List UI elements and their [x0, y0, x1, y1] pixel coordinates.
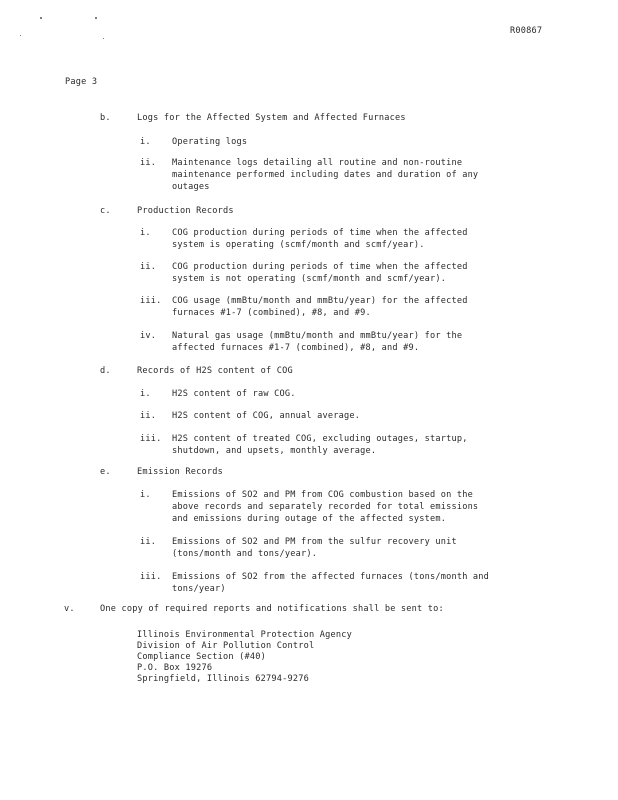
item-d-i-label: i.: [140, 389, 151, 399]
page-number: Page 3: [65, 77, 98, 87]
item-d-i-text: H2S content of raw COG.: [172, 389, 296, 399]
item-e-iii-label: iii.: [140, 572, 162, 582]
item-b-ii-line: Maintenance logs detailing all routine and non-routine: [172, 158, 463, 168]
section-e-title: Emission Records: [137, 467, 223, 477]
scan-speck: [103, 38, 104, 39]
section-c-label: c.: [100, 206, 111, 216]
section-b-label: b.: [100, 113, 111, 123]
item-c-iii-line: furnaces #1-7 (combined), #8, and #9.: [172, 308, 371, 318]
item-d-ii-text: H2S content of COG, annual average.: [172, 411, 361, 421]
section-e-label: e.: [100, 467, 111, 477]
section-b-title: Logs for the Affected System and Affected Furnaces: [137, 113, 406, 123]
section-d-title: Records of H2S content of COG: [137, 366, 293, 376]
address-line: Division of Air Pollution Control: [137, 641, 315, 651]
item-b-i-text: Operating logs: [172, 137, 248, 147]
item-c-iv-line: Natural gas usage (mmBtu/month and mmBtu/year) for the: [172, 331, 463, 341]
address-line: Springfield, Illinois 62794-9276: [137, 674, 309, 684]
item-c-i-line: COG production during periods of time when the affected: [172, 228, 468, 238]
item-c-ii-line: system is not operating (scmf/month and scmf/year).: [172, 274, 447, 284]
address-line: Illinois Environmental Protection Agency: [137, 630, 352, 640]
item-b-ii-label: ii.: [140, 158, 157, 168]
item-e-i-line: Emissions of SO2 and PM from COG combustion based on the: [172, 490, 473, 500]
item-c-ii-label: ii.: [140, 262, 157, 272]
item-c-i-line: system is operating (scmf/month and scmf/year).: [172, 240, 425, 250]
section-c-title: Production Records: [137, 206, 234, 216]
item-e-i-line: and emissions during outage of the affected system.: [172, 514, 447, 524]
item-c-ii-line: COG production during periods of time when the affected: [172, 262, 468, 272]
address-line: Compliance Section (#40): [137, 652, 266, 662]
section-v-text: One copy of required reports and notifications shall be sent to:: [100, 604, 444, 614]
item-d-iii-line: H2S content of treated COG, excluding outages, startup,: [172, 434, 468, 444]
item-d-ii-label: ii.: [140, 411, 157, 421]
document-id: R00867: [510, 26, 543, 36]
item-b-i-label: i.: [140, 137, 151, 147]
scan-speck: [40, 17, 42, 19]
item-e-i-label: i.: [140, 490, 151, 500]
item-b-ii-line: outages: [172, 182, 210, 192]
address-line: P.O. Box 19276: [137, 663, 213, 673]
item-d-iii-line: shutdown, and upsets, monthly average.: [172, 446, 377, 456]
item-c-iv-line: affected furnaces #1-7 (combined), #8, and #9.: [172, 343, 420, 353]
scan-speck: [20, 35, 21, 36]
item-c-iii-line: COG usage (mmBtu/month and mmBtu/year) for the affected: [172, 296, 468, 306]
item-c-i-label: i.: [140, 228, 151, 238]
item-d-iii-label: iii.: [140, 434, 162, 444]
item-e-ii-line: (tons/month and tons/year).: [172, 549, 318, 559]
item-e-ii-label: ii.: [140, 537, 157, 547]
section-d-label: d.: [100, 366, 111, 376]
item-e-iii-line: Emissions of SO2 from the affected furnaces (tons/month and: [172, 572, 490, 582]
item-b-ii-line: maintenance performed including dates and duration of any: [172, 170, 479, 180]
item-c-iii-label: iii.: [140, 296, 162, 306]
item-e-iii-line: tons/year): [172, 584, 226, 594]
item-e-ii-line: Emissions of SO2 and PM from the sulfur recovery unit: [172, 537, 457, 547]
item-e-i-line: above records and separately recorded for total emissions: [172, 502, 479, 512]
item-c-iv-label: iv.: [140, 331, 157, 341]
section-v-label: v.: [64, 604, 75, 614]
scan-speck: [95, 17, 97, 19]
